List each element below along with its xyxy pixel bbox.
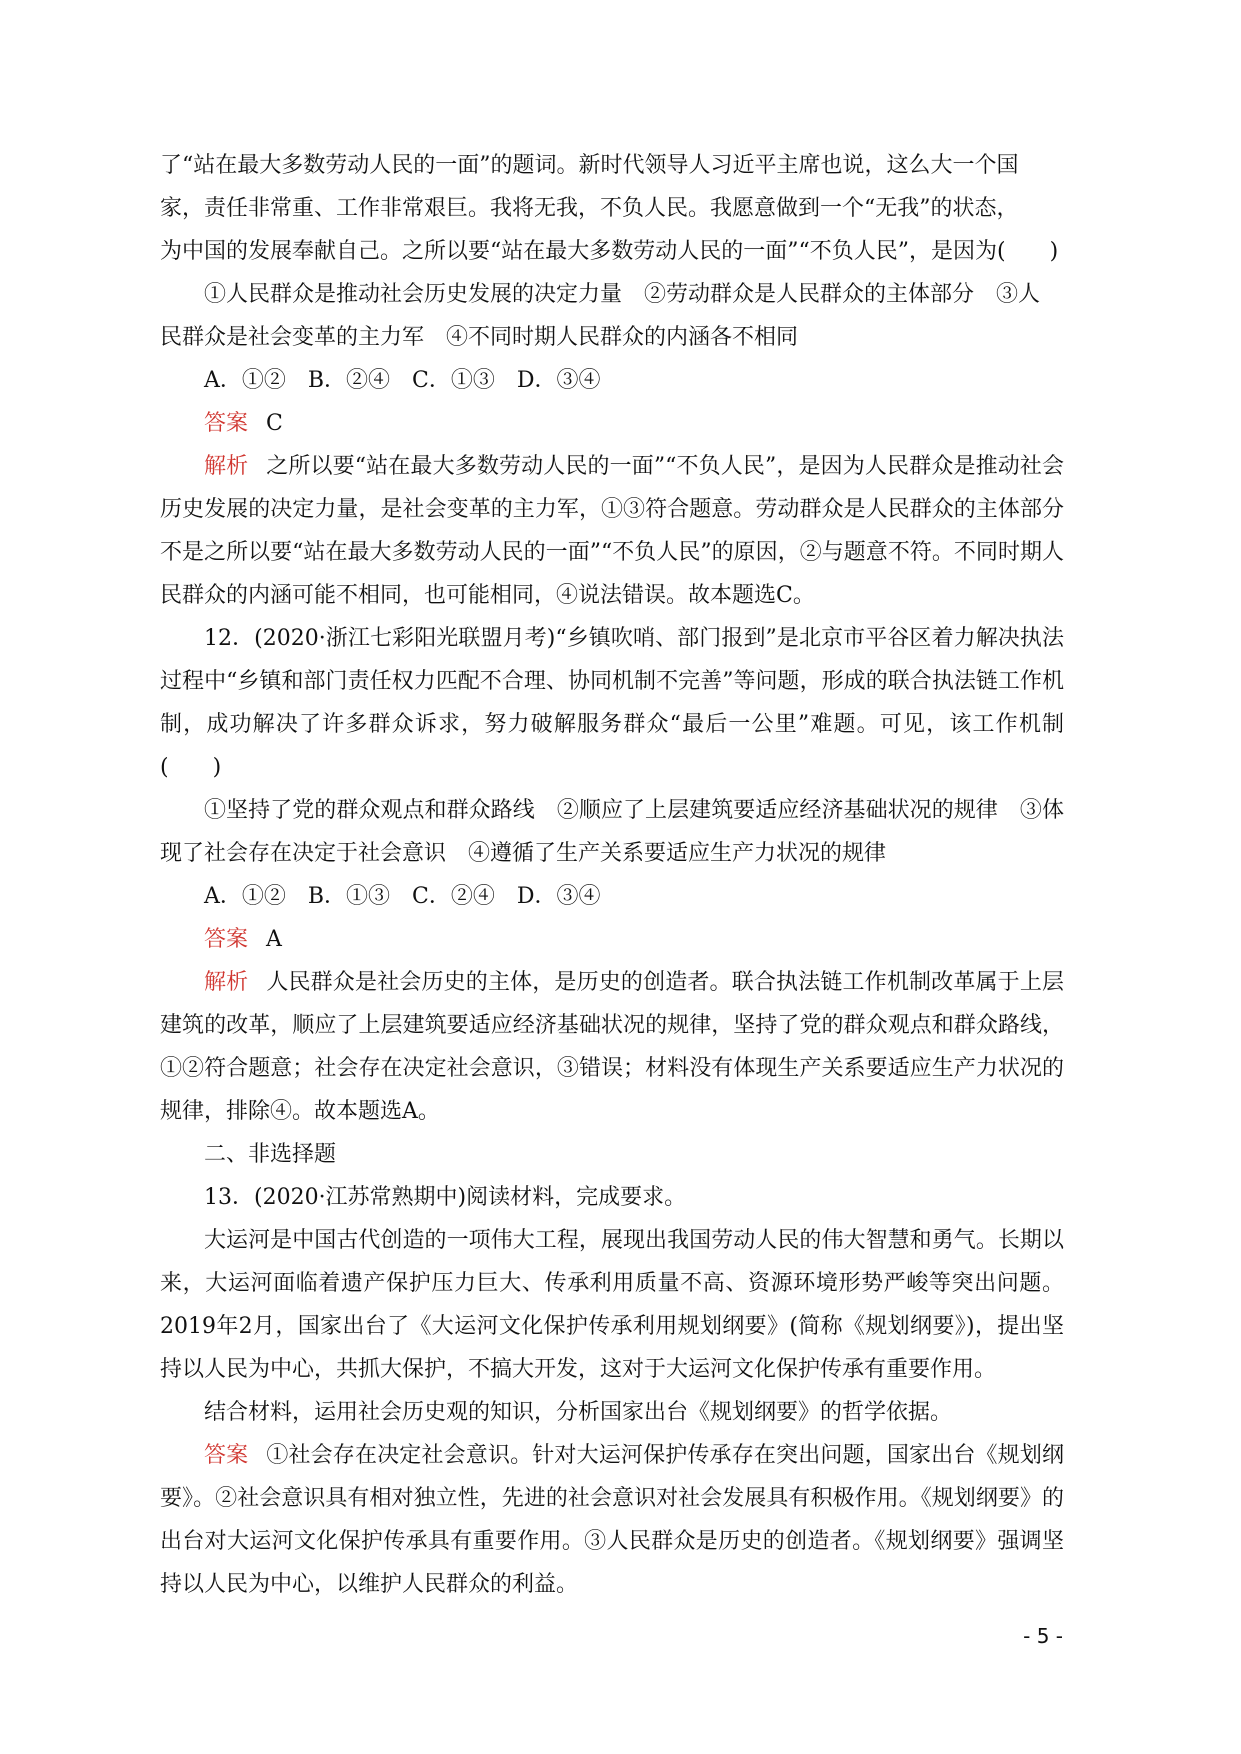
analysis-label: 解析 xyxy=(204,970,249,995)
q11-answer xyxy=(160,402,1064,445)
q12-stem: 12．(2020·浙江七彩阳光联盟月考)“乡镇吹哨、部门报到”是北京市平谷区着力解决执法过程中“乡镇和部门责任权力匹配不合理、协同机制不完善”等问题，形成的联合执法链工作机制，成功解决了许多群众诉求，努力破解服务群众“最后一公里”难题。可见，该工作机制( ) xyxy=(160,626,1064,780)
q13-task: 结合材料，运用社会历史观的知识，分析国家出台《规划纲要》的哲学依据。 xyxy=(204,1400,953,1425)
q12-answer xyxy=(160,918,1064,961)
q12-analysis xyxy=(160,961,1064,1133)
document-body xyxy=(160,144,1064,1606)
page-number: - 5 - xyxy=(1023,1624,1063,1648)
section-heading: 二、非选择题 xyxy=(204,1142,337,1167)
answer-value: C xyxy=(266,411,283,436)
answer-label: 答案 xyxy=(204,411,249,436)
q13-material: 大运河是中国古代创造的一项伟大工程，展现出我国劳动人民的伟大智慧和勇气。长期以来，大运河面临着遗产保护压力巨大、传承利用质量不高、资源环境形势严峻等突出问题。2019年2月，国家出台了《大运河文化保护传承利用规划纲要》(简称《规划纲要》)，提出坚持以人民为中心，共抓大保护，不搞大开发，这对于大运河文化保护传承有重要作用。 xyxy=(160,1228,1064,1382)
q11-analysis xyxy=(160,445,1064,617)
intro-line-3: 为中国的发展奉献自己。之所以要“站在最大多数劳动人民的一面”“不负人民”，是因为( ) xyxy=(160,239,1059,264)
q11-statements-line-1: ①人民群众是推动社会历史发展的决定力量 ②劳动群众是人民群众的主体部分 ③人 xyxy=(204,282,1041,307)
q13-answer xyxy=(160,1434,1064,1606)
q11-statements-line-2: 民群众是社会变革的主力军 ④不同时期人民群众的内涵各不相同 xyxy=(160,325,799,350)
intro-line-1: 了“站在最大多数劳动人民的一面”的题词。新时代领导人习近平主席也说，这么大一个国 xyxy=(160,153,1019,178)
analysis-text: 之所以要“站在最大多数劳动人民的一面”“不负人民”，是因为人民群众是推动社会历史发展的决定力量，是社会变革的主力军，①③符合题意。劳动群众是人民群众的主体部分不是之所以要“站在最大多数劳动人民的一面”“不负人民”的原因，②与题意不符。不同时期人民群众的内涵可能不相同，也可能相同，④说法错误。故本题选C。 xyxy=(160,454,1064,608)
q13-stem: 13．(2020·江苏常熟期中)阅读材料，完成要求。 xyxy=(204,1185,687,1210)
answer-text: ①社会存在决定社会意识。针对大运河保护传承存在突出问题，国家出台《规划纲要》。②社会意识具有相对独立性，先进的社会意识对社会发展具有积极作用。《规划纲要》的出台对大运河文化保护传承具有重要作用。③人民群众是历史的创造者。《规划纲要》强调坚持以人民为中心，以维护人民群众的利益。 xyxy=(160,1443,1064,1597)
answer-value: A xyxy=(266,927,282,952)
q11-options: A．①② B．②④ C．①③ D．③④ xyxy=(204,368,601,393)
q12-options: A．①② B．①③ C．②④ D．③④ xyxy=(204,884,601,909)
intro-line-2: 家，责任非常重、工作非常艰巨。我将无我，不负人民。我愿意做到一个“无我”的状态， xyxy=(160,196,1019,221)
answer-label: 答案 xyxy=(204,1443,249,1468)
q12-statements: ①坚持了党的群众观点和群众路线 ②顺应了上层建筑要适应经济基础状况的规律 ③体现了社会存在决定于社会意识 ④遵循了生产关系要适应生产力状况的规律 xyxy=(160,798,1064,866)
answer-label: 答案 xyxy=(204,927,249,952)
analysis-text: 人民群众是社会历史的主体，是历史的创造者。联合执法链工作机制改革属于上层建筑的改革，顺应了上层建筑要适应经济基础状况的规律，坚持了党的群众观点和群众路线，①②符合题意；社会存在决定社会意识，③错误；材料没有体现生产关系要适应生产力状况的规律，排除④。故本题选A。 xyxy=(160,970,1064,1124)
analysis-label: 解析 xyxy=(204,454,249,479)
